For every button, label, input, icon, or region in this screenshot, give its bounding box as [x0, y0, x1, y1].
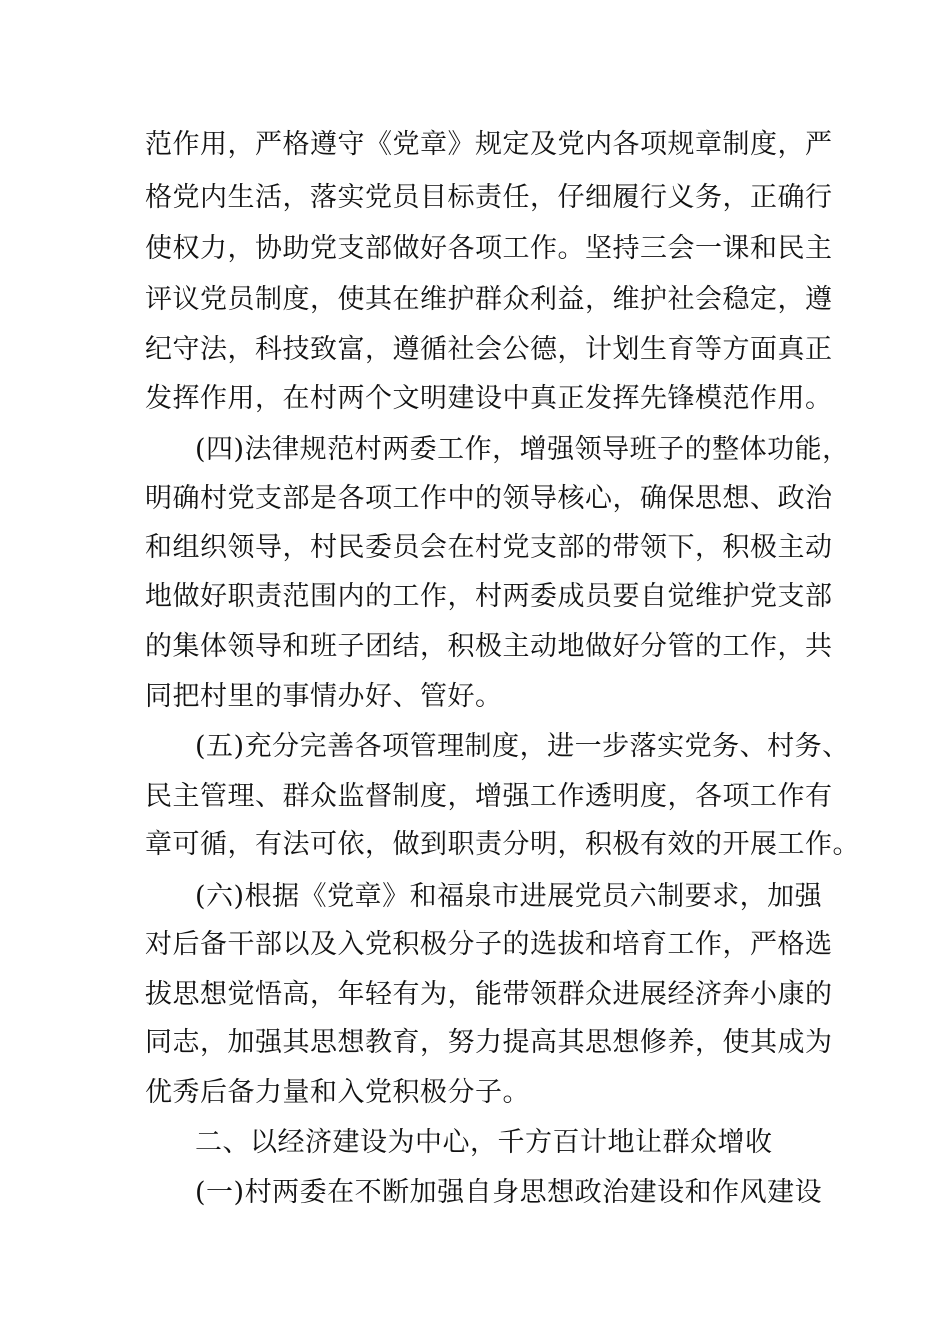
text-line: 明确村党支部是各项工作中的领导核心，确保思想、政治 [145, 483, 833, 514]
text-line: 格党内生活，落实党员目标责任，仔细履行义务，正确行 [145, 182, 833, 213]
paragraph-first-line: (六)根据《党章》和福泉市进展党员六制要求，加强 [195, 881, 823, 912]
text-line: 同把村里的事情办好、管好。 [145, 681, 503, 712]
text-line: 地做好职责范围内的工作，村两委成员要自觉维护党支部 [145, 581, 833, 612]
text-line: 范作用，严格遵守《党章》规定及党内各项规章制度，严 [145, 129, 833, 160]
text-line: 民主管理、群众监督制度，增强工作透明度，各项工作有 [145, 781, 833, 812]
paragraph-first-line: (一)村两委在不断加强自身思想政治建设和作风建设 [195, 1177, 823, 1208]
section-heading: 二、以经济建设为中心，千方百计地让群众增收 [195, 1127, 773, 1158]
text-line: 发挥作用，在村两个文明建设中真正发挥先锋模范作用。 [145, 383, 833, 414]
text-line: 和组织领导，村民委员会在村党支部的带领下，积极主动 [145, 532, 833, 563]
paragraph-first-line: (五)充分完善各项管理制度，进一步落实党务、村务、 [195, 731, 850, 762]
text-line: 同志，加强其思想教育，努力提高其思想修养，使其成为 [145, 1027, 833, 1058]
paragraph-first-line: (四)法律规范村两委工作，增强领导班子的整体功能， [195, 434, 850, 465]
text-line: 的集体领导和班子团结，积极主动地做好分管的工作，共 [145, 631, 833, 662]
text-line: 拔思想觉悟高，年轻有为，能带领群众进展经济奔小康的 [145, 979, 833, 1010]
text-line: 章可循，有法可依，做到职责分明，积极有效的开展工作。 [145, 829, 860, 860]
text-line: 对后备干部以及入党积极分子的选拔和培育工作，严格选 [145, 929, 833, 960]
text-line: 优秀后备力量和入党积极分子。 [145, 1077, 530, 1108]
text-line: 纪守法，科技致富，遵循社会公德，计划生育等方面真正 [145, 334, 833, 365]
text-line: 使权力，协助党支部做好各项工作。坚持三会一课和民主 [145, 233, 833, 264]
text-line: 评议党员制度，使其在维护群众利益，维护社会稳定，遵 [145, 284, 833, 315]
